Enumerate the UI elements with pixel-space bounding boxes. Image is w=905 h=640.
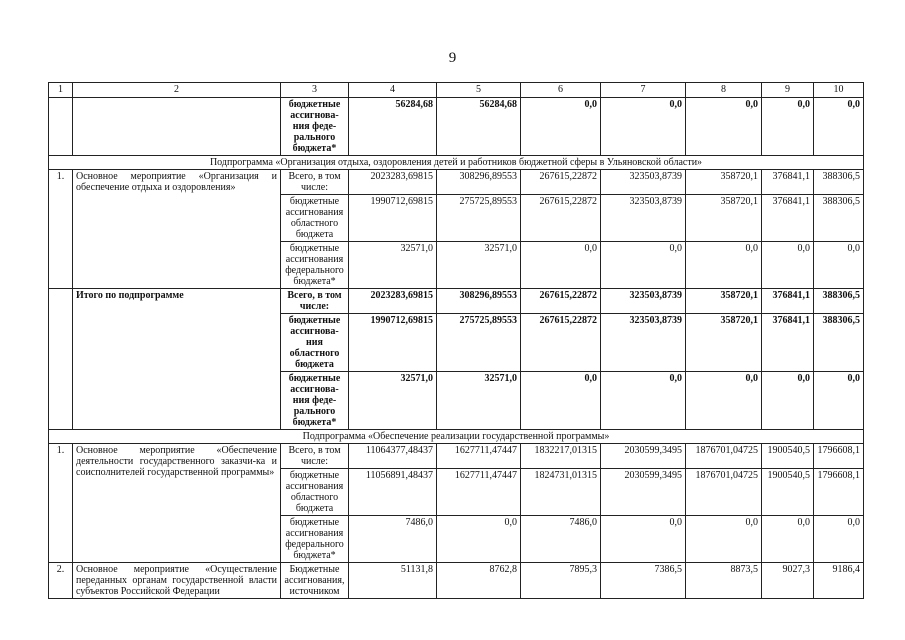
value-cell: 358720,1 bbox=[686, 314, 762, 372]
value-cell: 0,0 bbox=[814, 242, 864, 289]
subprogram-title: Подпрограмма «Обеспечение реализации государственной программы» bbox=[49, 430, 864, 444]
value-cell: 308296,89553 bbox=[437, 289, 521, 314]
value-cell: 0,0 bbox=[601, 372, 686, 430]
value-cell: 376841,1 bbox=[762, 170, 814, 195]
value-cell: 1900540,5 bbox=[762, 444, 814, 469]
value-cell: 1627711,47447 bbox=[437, 469, 521, 516]
value-cell: 2023283,69815 bbox=[349, 170, 437, 195]
table-row bbox=[49, 444, 864, 469]
table-row bbox=[49, 170, 864, 195]
value-cell: 0,0 bbox=[601, 242, 686, 289]
value-cell: 0,0 bbox=[762, 98, 814, 156]
value-cell: 323503,8739 bbox=[601, 289, 686, 314]
col-header: 10 bbox=[814, 83, 864, 98]
value-cell: 0,0 bbox=[521, 98, 601, 156]
funding-source: Всего, в том числе: bbox=[281, 444, 349, 469]
subprogram-row bbox=[49, 430, 864, 444]
funding-source: Всего, в том числе: bbox=[281, 289, 349, 314]
value-cell: 1824731,01315 bbox=[521, 469, 601, 516]
value-cell: 0,0 bbox=[814, 516, 864, 563]
value-cell: 0,0 bbox=[521, 372, 601, 430]
value-cell: 267615,22872 bbox=[521, 289, 601, 314]
subprogram-title: Подпрограмма «Организация отдыха, оздоровления детей и работников бюджетной сферы в Ульяновской области» bbox=[49, 156, 864, 170]
value-cell: 358720,1 bbox=[686, 170, 762, 195]
value-cell: 388306,5 bbox=[814, 195, 864, 242]
value-cell: 358720,1 bbox=[686, 195, 762, 242]
value-cell: 323503,8739 bbox=[601, 170, 686, 195]
row-index bbox=[49, 98, 73, 156]
value-cell: 8873,5 bbox=[686, 563, 762, 599]
table-row bbox=[49, 563, 864, 599]
row-description: Основное мероприятие «Организация и обеспечение отдыха и оздоровления» bbox=[73, 170, 281, 289]
value-cell: 376841,1 bbox=[762, 289, 814, 314]
value-cell: 11064377,48437 bbox=[349, 444, 437, 469]
value-cell: 8762,8 bbox=[437, 563, 521, 599]
value-cell: 51131,8 bbox=[349, 563, 437, 599]
funding-source: бюджетные ассигнования федерального бюджета* bbox=[281, 242, 349, 289]
page-number: 9 bbox=[448, 50, 457, 66]
col-header: 1 bbox=[49, 83, 73, 98]
row-description: Основное мероприятие «Осуществление переданных органам государственной власти субъектов Российской Федерации bbox=[73, 563, 281, 599]
value-cell: 308296,89553 bbox=[437, 170, 521, 195]
value-cell: 376841,1 bbox=[762, 195, 814, 242]
value-cell: 323503,8739 bbox=[601, 314, 686, 372]
value-cell: 1832217,01315 bbox=[521, 444, 601, 469]
row-index: 2. bbox=[49, 563, 73, 599]
col-header: 6 bbox=[521, 83, 601, 98]
value-cell: 376841,1 bbox=[762, 314, 814, 372]
value-cell: 1900540,5 bbox=[762, 469, 814, 516]
value-cell: 2023283,69815 bbox=[349, 289, 437, 314]
value-cell: 267615,22872 bbox=[521, 195, 601, 242]
value-cell: 32571,0 bbox=[437, 242, 521, 289]
value-cell: 9027,3 bbox=[762, 563, 814, 599]
value-cell: 32571,0 bbox=[437, 372, 521, 430]
subprogram-row bbox=[49, 156, 864, 170]
col-header: 2 bbox=[73, 83, 281, 98]
value-cell: 2030599,3495 bbox=[601, 469, 686, 516]
value-cell: 9186,4 bbox=[814, 563, 864, 599]
row-description: Итого по подпрограмме bbox=[73, 289, 281, 430]
budget-table bbox=[48, 82, 864, 599]
funding-source: Бюджетные ассигнования, источником bbox=[281, 563, 349, 599]
value-cell: 1990712,69815 bbox=[349, 314, 437, 372]
col-header: 9 bbox=[762, 83, 814, 98]
value-cell: 1796608,1 bbox=[814, 444, 864, 469]
value-cell: 0,0 bbox=[686, 372, 762, 430]
funding-source: Всего, в том числе: bbox=[281, 170, 349, 195]
value-cell: 388306,5 bbox=[814, 289, 864, 314]
value-cell: 323503,8739 bbox=[601, 195, 686, 242]
value-cell: 0,0 bbox=[437, 516, 521, 563]
col-header: 7 bbox=[601, 83, 686, 98]
value-cell: 1876701,04725 bbox=[686, 469, 762, 516]
col-header: 4 bbox=[349, 83, 437, 98]
value-cell: 0,0 bbox=[521, 242, 601, 289]
funding-source: бюджетные ассигнова-ния областного бюджета bbox=[281, 314, 349, 372]
value-cell: 7486,0 bbox=[349, 516, 437, 563]
funding-source: бюджетные ассигнования областного бюджета bbox=[281, 469, 349, 516]
value-cell: 388306,5 bbox=[814, 314, 864, 372]
col-header: 8 bbox=[686, 83, 762, 98]
value-cell: 1990712,69815 bbox=[349, 195, 437, 242]
value-cell: 1796608,1 bbox=[814, 469, 864, 516]
value-cell: 0,0 bbox=[762, 242, 814, 289]
funding-source: бюджетные ассигнования федерального бюджета* bbox=[281, 516, 349, 563]
value-cell: 7895,3 bbox=[521, 563, 601, 599]
value-cell: 11056891,48437 bbox=[349, 469, 437, 516]
value-cell: 388306,5 bbox=[814, 170, 864, 195]
table-row bbox=[49, 289, 864, 314]
value-cell: 267615,22872 bbox=[521, 314, 601, 372]
value-cell: 0,0 bbox=[762, 372, 814, 430]
table-row bbox=[49, 98, 864, 156]
value-cell: 1627711,47447 bbox=[437, 444, 521, 469]
row-description: Основное мероприятие «Обеспечение деятельности государственного заказчи-ка и соисполнителей государственной программы» bbox=[73, 444, 281, 563]
value-cell: 7386,5 bbox=[601, 563, 686, 599]
value-cell: 32571,0 bbox=[349, 242, 437, 289]
value-cell: 0,0 bbox=[762, 516, 814, 563]
value-cell: 0,0 bbox=[686, 98, 762, 156]
value-cell: 0,0 bbox=[814, 98, 864, 156]
value-cell: 275725,89553 bbox=[437, 314, 521, 372]
funding-source: бюджетные ассигнова-ния феде-рального бюджета* bbox=[281, 98, 349, 156]
value-cell: 1876701,04725 bbox=[686, 444, 762, 469]
row-description bbox=[73, 98, 281, 156]
value-cell: 0,0 bbox=[601, 516, 686, 563]
row-index: 1. bbox=[49, 170, 73, 289]
col-header: 3 bbox=[281, 83, 349, 98]
value-cell: 0,0 bbox=[814, 372, 864, 430]
value-cell: 275725,89553 bbox=[437, 195, 521, 242]
header-row bbox=[49, 83, 864, 98]
value-cell: 56284,68 bbox=[349, 98, 437, 156]
value-cell: 0,0 bbox=[601, 98, 686, 156]
value-cell: 267615,22872 bbox=[521, 170, 601, 195]
value-cell: 2030599,3495 bbox=[601, 444, 686, 469]
row-index: 1. bbox=[49, 444, 73, 563]
value-cell: 32571,0 bbox=[349, 372, 437, 430]
value-cell: 358720,1 bbox=[686, 289, 762, 314]
col-header: 5 bbox=[437, 83, 521, 98]
value-cell: 0,0 bbox=[686, 242, 762, 289]
row-index bbox=[49, 289, 73, 430]
value-cell: 0,0 bbox=[686, 516, 762, 563]
value-cell: 56284,68 bbox=[437, 98, 521, 156]
funding-source: бюджетные ассигнования областного бюджета bbox=[281, 195, 349, 242]
value-cell: 7486,0 bbox=[521, 516, 601, 563]
funding-source: бюджетные ассигнова-ния феде-рального бюджета* bbox=[281, 372, 349, 430]
